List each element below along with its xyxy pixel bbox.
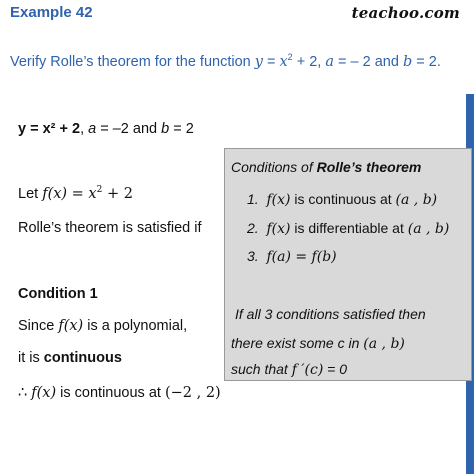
therefore-symbol: ∴ (18, 385, 32, 401)
given-a-value: = –2 and (96, 121, 162, 137)
therefore-post: is continuous at (56, 385, 165, 401)
it-is: it is (18, 350, 44, 366)
let-tail: + 2 (102, 185, 133, 202)
item-2-interval: (a , b) (407, 221, 450, 237)
since-x: (x) (63, 318, 84, 334)
given-sep: , (80, 121, 89, 137)
item-1-x: (x) (271, 192, 291, 208)
since-post: is a polynomial, (83, 318, 188, 334)
note-3-expr: f ′(c) (291, 362, 324, 378)
item-3-num: 3. (247, 248, 259, 264)
condition-item-1 (247, 191, 437, 208)
since-f: f (58, 318, 64, 334)
item-1-text: is continuous at (290, 191, 396, 207)
let-f: f (42, 185, 48, 202)
since-line (18, 318, 187, 334)
therefore-interval: (−2 , 2) (164, 385, 221, 401)
item-1-num: 1. (247, 191, 259, 207)
question-rest2: = – 2 and (334, 53, 403, 70)
conditions-heading-bold: Rolle’s theorem (316, 159, 422, 175)
item-1-f: f (266, 192, 272, 208)
it-is-continuous-line (18, 350, 122, 366)
since-pre: Since (18, 318, 59, 334)
question-text (10, 52, 441, 70)
note-line-2 (231, 335, 405, 352)
question-prefix: Verify Rolle’s theorem for the function (10, 53, 255, 70)
question-rest3: = 2. (412, 53, 441, 70)
item-2-text: is differentiable at (290, 220, 408, 236)
therefore-line (18, 385, 221, 401)
let-x: (x) (47, 185, 68, 202)
note-3-post: = 0 (323, 361, 348, 377)
therefore-f: f (31, 385, 37, 401)
let-exp: 2 (96, 185, 103, 195)
example-title: Example 42 (10, 4, 93, 21)
question-x: x (279, 53, 288, 70)
item-1-interval: (a , b) (395, 192, 438, 208)
condition-item-3 (247, 248, 337, 265)
condition-item-2 (247, 220, 449, 237)
question-y: y (254, 53, 263, 70)
item-2-f: f (266, 221, 272, 237)
item-2-num: 2. (247, 220, 259, 236)
question-b: b (402, 53, 413, 70)
note-2-interval: (a , b) (363, 336, 405, 352)
brand-logo: teachoo.com (351, 4, 460, 22)
given-line (18, 121, 194, 137)
given-a: a (88, 121, 97, 137)
item-3-expr: f(a) = f(b) (266, 249, 337, 265)
let-eq: = x (67, 185, 97, 202)
note-line-1: If all 3 conditions satisfied then (235, 306, 426, 322)
note-2-pre: there exist some c in (231, 335, 364, 351)
conditions-heading (231, 159, 421, 175)
let-label: Let (18, 185, 43, 202)
note-3-pre: such that (231, 361, 292, 377)
let-line (18, 185, 133, 202)
given-b-value: = 2 (169, 121, 194, 137)
conditions-heading-pre: Conditions of (231, 159, 317, 175)
continuous-word: continuous (43, 350, 122, 366)
item-2-x: (x) (271, 221, 291, 237)
given-equation: y = x² + 2 (18, 121, 81, 137)
therefore-x: (x) (36, 385, 57, 401)
question-exp: 2 (287, 52, 293, 62)
note-line-3 (231, 361, 347, 378)
question-eq: = (262, 53, 280, 70)
question-rest1: + 2, (292, 53, 326, 70)
conditions-box (224, 148, 472, 381)
condition-1-heading: Condition 1 (18, 286, 98, 302)
rolle-satisfied-line: Rolle’s theorem is satisfied if (18, 220, 202, 236)
question-a: a (325, 53, 334, 70)
given-b: b (161, 121, 170, 137)
